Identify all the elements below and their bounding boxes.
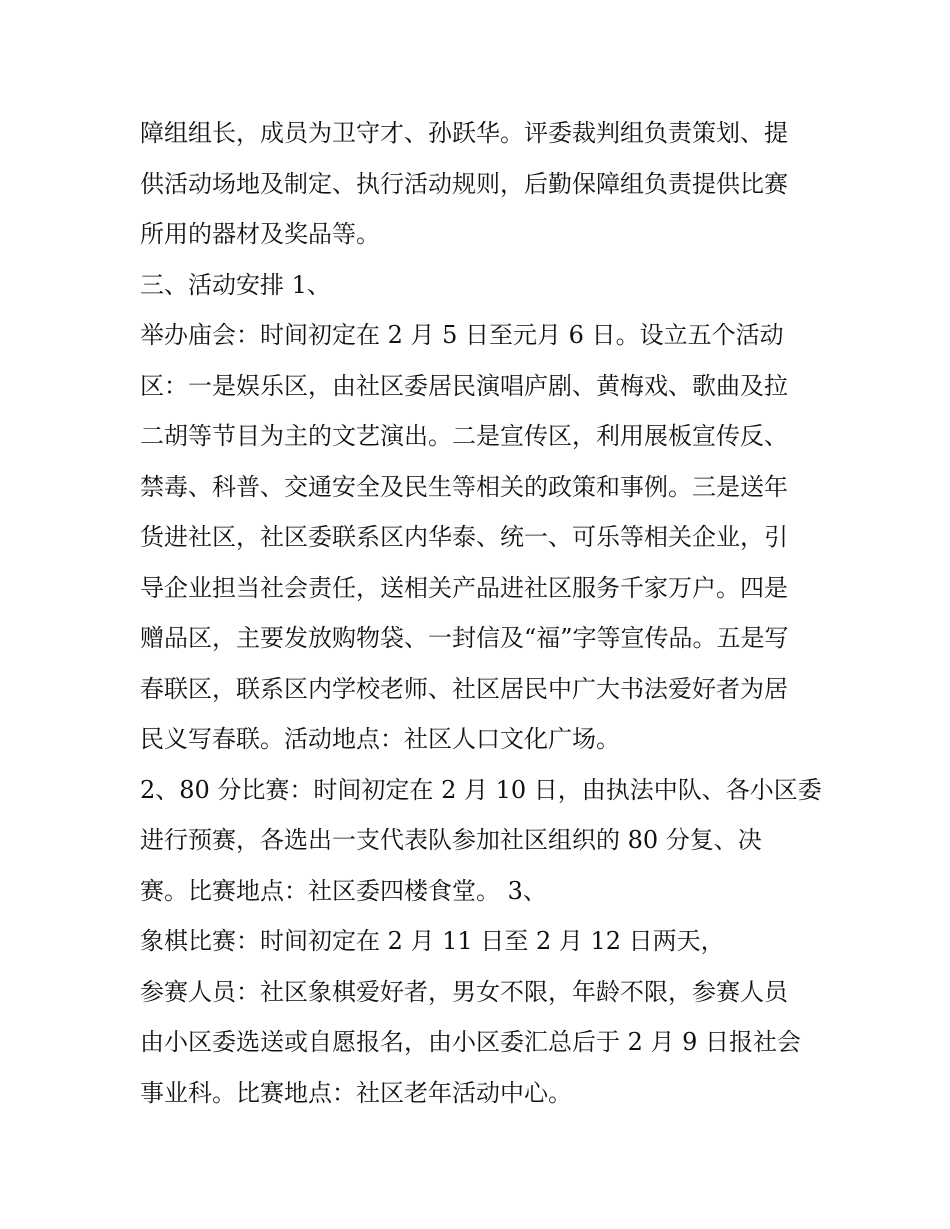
text-line: 由小区委选送或自愿报名，由小区委汇总后于 2 月 9 日报社会 — [140, 1028, 802, 1056]
text-line: 进行预赛，各选出一支代表队参加社区组织的 80 分复、决 — [140, 826, 762, 854]
text-line: 举办庙会：时间初定在 2 月 5 日至元月 6 日。设立五个活动 — [140, 321, 784, 349]
text-line: 2、80 分比赛：时间初定在 2 月 10 日，由执法中队、各小区委 — [140, 775, 822, 804]
text-line: 障组组长，成员为卫守才、孙跃华。评委裁判组负责策划、提 — [140, 119, 788, 147]
text-line: 象棋比赛：时间初定在 2 月 11 日至 2 月 12 日两天， — [140, 927, 725, 955]
text-line: 春联区，联系区内学校老师、社区居民中广大书法爱好者为居 — [140, 674, 788, 703]
text-line: 民义写春联。活动地点：社区人口文化广场。 — [140, 725, 620, 753]
text-line: 赛。比赛地点：社区委四楼食堂。 3、 — [140, 876, 547, 905]
text-line: 参赛人员：社区象棋爱好者，男女不限，年龄不限，参赛人员 — [140, 977, 788, 1006]
section-heading: 三、活动安排 1、 — [140, 270, 331, 299]
text-line: 二胡等节目为主的文艺演出。二是宣传区，利用展板宣传反、 — [140, 422, 788, 450]
text-line: 禁毒、科普、交通安全及民生等相关的政策和事例。三是送年 — [140, 472, 788, 501]
text-line: 货进社区，社区委联系区内华泰、统一、可乐等相关企业，引 — [140, 523, 788, 551]
text-line: 赠品区，主要发放购物袋、一封信及“福”字等宣传品。五是写 — [140, 624, 789, 652]
text-line: 导企业担当社会责任，送相关产品进社区服务千家万户。四是 — [140, 573, 788, 602]
text-line: 事业科。比赛地点：社区老年活动中心。 — [140, 1078, 572, 1107]
document-body — [140, 108, 840, 1118]
text-line: 所用的器材及奖品等。 — [140, 220, 380, 248]
text-line: 区：一是娱乐区，由社区委居民演唱庐剧、黄梅戏、歌曲及拉 — [140, 371, 788, 400]
text-line: 供活动场地及制定、执行活动规则，后勤保障组负责提供比赛 — [140, 169, 788, 198]
